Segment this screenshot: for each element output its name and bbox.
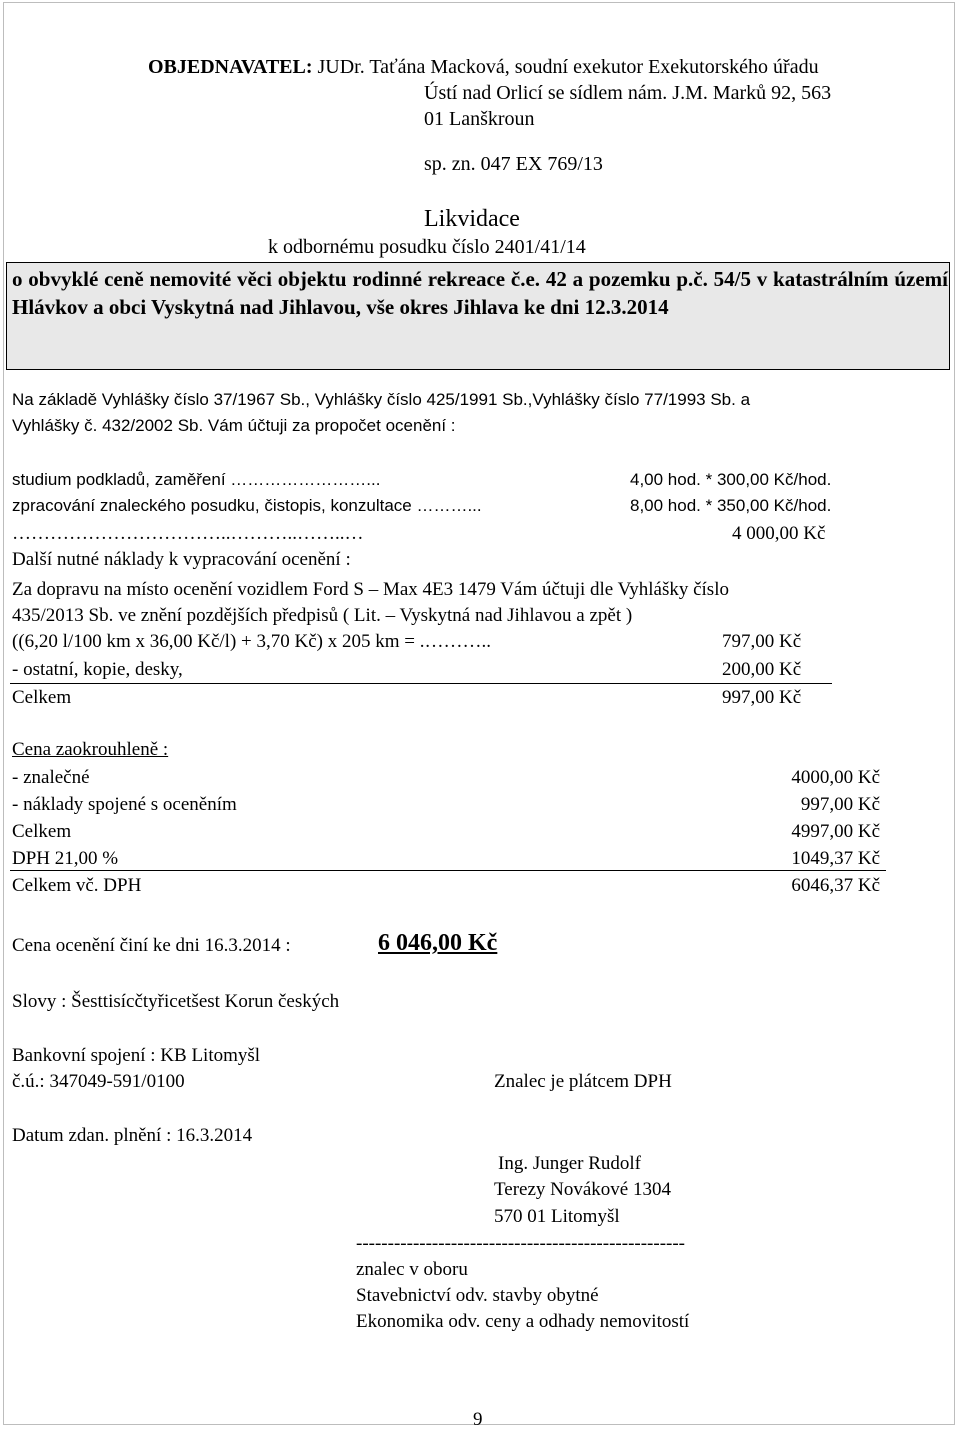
expert-name: Ing. Junger Rudolf	[498, 1153, 642, 1174]
rounded-row-value: 1049,37 Kč	[791, 848, 880, 869]
objednavatel-name: JUDr. Taťána Macková, soudní exekutor Exekutorského úřadu	[312, 56, 819, 78]
transport-line-2: 435/2013 Sb. ve znění pozdějších předpisů ( Lit. – Vyskytná nad Jihlavou a zpět )	[12, 605, 633, 626]
title-box-text: o obvyklé ceně nemovité věci objektu rodinné rekreace č.e. 42 a pozemku p.č. 54/5 v katastrálním území Hlávkov a obci Vyskytná nad Jihlavou, vše okres Jihlava ke dni 12.3.2014	[12, 267, 948, 319]
costs-total-label: Celkem	[12, 687, 72, 708]
rounded-row-value: 4997,00 Kč	[791, 821, 880, 842]
rounded-row-label: Celkem vč. DPH	[12, 875, 142, 896]
rounded-row-label: Celkem	[12, 821, 72, 842]
costs-heading: Další nutné náklady k vypracování ocenění :	[12, 549, 351, 570]
other-costs-value: 200,00 Kč	[722, 659, 802, 680]
costs-total-value: 997,00 Kč	[722, 687, 802, 708]
work-total: 4 000,00 Kč	[732, 523, 826, 544]
page-number: 9	[473, 1409, 483, 1430]
work-total-dots: ……………………………..………..……..…	[12, 523, 364, 544]
objednavatel-label: OBJEDNAVATEL:	[148, 56, 313, 78]
document-subheading: k odbornému posudku číslo 2401/41/14	[268, 236, 586, 258]
bank-account: č.ú.: 347049-591/0100	[12, 1071, 185, 1092]
objednavatel-line-3: 01 Lanškroun	[424, 108, 535, 130]
price-in-words: Slovy : Šesttisícčtyřicetšest Korun českých	[12, 991, 340, 1012]
work-item-label: zpracování znaleckého posudku, čistopis, konzultace ………...	[12, 496, 482, 515]
expert-field-1: Stavebnictví odv. stavby obytné	[356, 1285, 599, 1306]
objednavatel-line-2: Ústí nad Orlicí se sídlem nám. J.M. Marků 92, 563	[424, 82, 832, 104]
transport-calc-value: 797,00 Kč	[722, 631, 802, 652]
signature-line: ----------------------------------------------------	[356, 1233, 686, 1254]
final-price-value: 6 046,00 Kč	[378, 930, 498, 956]
expert-street: Terezy Novákové 1304	[494, 1179, 671, 1200]
expert-field-2: Ekonomika odv. ceny a odhady nemovitostí	[356, 1311, 690, 1332]
bank-connection: Bankovní spojení : KB Litomyšl	[12, 1045, 261, 1066]
rounded-row-label: - náklady spojené s oceněním	[12, 794, 237, 815]
other-costs-label: - ostatní, kopie, desky,	[12, 659, 183, 680]
tax-date: Datum zdan. plnění : 16.3.2014	[12, 1125, 253, 1146]
transport-calc-label: ((6,20 l/100 km x 36,00 Kč/l) + 3,70 Kč) x 205 km = .………..	[12, 631, 491, 652]
transport-line-1: Za dopravu na místo ocenění vozidlem Ford S – Max 4E3 1479 Vám účtuji dle Vyhlášky číslo	[12, 579, 729, 600]
rounded-row-label: DPH 21,00 %	[12, 848, 119, 869]
rounded-divider	[10, 870, 886, 871]
rounded-row-value: 997,00 Kč	[800, 794, 880, 815]
rounded-row-label: - znalečné	[12, 767, 90, 788]
expert-city: 570 01 Litomyšl	[494, 1206, 620, 1227]
work-item-hours: 4,00 hod. * 300,00 Kč/hod.	[630, 470, 832, 489]
final-price-label: Cena ocenění činí ke dni 16.3.2014 :	[12, 935, 291, 956]
vat-payer-note: Znalec je plátcem DPH	[494, 1071, 672, 1092]
work-item-hours: 8,00 hod. * 350,00 Kč/hod.	[630, 496, 832, 515]
objednavatel-line-1	[148, 54, 819, 80]
work-item-label: studium podkladů, zaměření ……………………...	[12, 470, 381, 489]
basis-line-1: Na základě Vyhlášky číslo 37/1967 Sb., Vyhlášky číslo 425/1991 Sb.,Vyhlášky číslo 77/1993 Sb. a	[12, 390, 751, 409]
rounded-row-value: 6046,37 Kč	[791, 875, 880, 896]
rounded-heading: Cena zaokrouhleně :	[12, 739, 169, 760]
rounded-row-value: 4000,00 Kč	[791, 767, 880, 788]
expert-field-label: znalec v oboru	[356, 1259, 468, 1280]
case-number: sp. zn. 047 EX 769/13	[424, 153, 603, 175]
document-heading: Likvidace	[424, 206, 520, 232]
basis-line-2: Vyhlášky č. 432/2002 Sb. Vám účtuji za propočet ocenění :	[12, 416, 456, 435]
costs-divider	[10, 683, 832, 684]
